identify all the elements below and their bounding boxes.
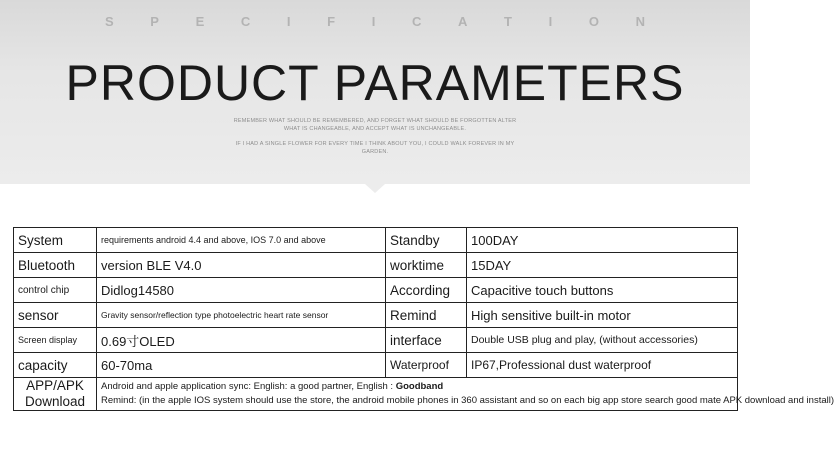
param-value: 0.69寸OLED — [97, 328, 386, 353]
param-value: Gravity sensor/reflection type photoelectric heart rate sensor — [97, 303, 386, 328]
table-row — [14, 253, 738, 278]
subtitle-line: WHAT IS CHANGEABLE, AND ACCEPT WHAT IS UNCHANGEABLE. — [283, 126, 467, 132]
param-label: interface — [386, 328, 467, 353]
table-row — [14, 278, 738, 303]
table-row — [14, 353, 738, 378]
param-label: control chip — [14, 278, 97, 303]
spec-letter: N — [635, 14, 645, 29]
param-label: Bluetooth — [14, 253, 97, 278]
app-remind-text: Remind: (in the apple IOS system should use the store, the android mobile phones in 360 assistant and so on each big app store search good mate APK download and install) — [101, 395, 834, 406]
param-value: 100DAY — [467, 228, 738, 253]
param-value: High sensitive built-in motor — [467, 303, 738, 328]
spec-letter: S — [105, 14, 114, 29]
app-sync-text: Android and apple application sync: English: a good partner, English : — [101, 381, 396, 392]
spec-letter: F — [327, 14, 336, 29]
table-row-app — [14, 378, 738, 411]
param-label: worktime — [386, 253, 467, 278]
subtitle-quote-1 — [220, 117, 530, 133]
param-label: sensor — [14, 303, 97, 328]
app-label-line: Download — [24, 394, 86, 409]
page-title: PRODUCT PARAMETERS — [65, 55, 685, 111]
param-value: IP67,Professional dust waterproof — [467, 353, 738, 378]
param-value: Didlog14580 — [97, 278, 386, 303]
spec-letter: T — [504, 14, 512, 29]
app-download-info — [97, 378, 834, 411]
param-value: Capacitive touch buttons — [467, 278, 738, 303]
spec-letter: E — [195, 14, 205, 29]
spec-letter: C — [411, 14, 422, 29]
header-notch — [365, 184, 385, 193]
subtitle-line: GARDEN. — [361, 149, 389, 155]
subtitle-line: IF I HAD A SINGLE FLOWER FOR EVERY TIME I THINK ABOUT YOU, I COULD WALK FOREVER IN MY — [235, 141, 515, 147]
spec-letter: I — [286, 14, 291, 29]
table-row — [14, 328, 738, 353]
param-label: Remind — [386, 303, 467, 328]
param-label: System — [14, 228, 97, 253]
subtitle-line: REMEMBER WHAT SHOULD BE REMEMBERED, AND FORGET WHAT SHOULD BE FORGOTTEN ALTER — [233, 118, 517, 124]
param-label: Screen display — [14, 328, 97, 353]
spec-letter: C — [240, 14, 251, 29]
header-band — [0, 0, 750, 184]
app-label-line: APP/APK — [26, 378, 84, 393]
table-row — [14, 303, 738, 328]
app-sync-line — [101, 380, 733, 394]
param-value: 15DAY — [467, 253, 738, 278]
param-label: According — [386, 278, 467, 303]
subtitle-quote-2 — [220, 140, 530, 156]
parameters-table — [13, 227, 834, 411]
spec-letter: I — [548, 14, 553, 29]
table-row — [14, 228, 738, 253]
spec-letter: P — [150, 14, 159, 29]
specification-letters — [105, 14, 645, 29]
param-label: capacity — [14, 353, 97, 378]
param-value: version BLE V4.0 — [97, 253, 386, 278]
param-label: Standby — [386, 228, 467, 253]
spec-letter: I — [371, 14, 376, 29]
spec-letter: A — [458, 14, 468, 29]
param-label: Waterproof — [386, 353, 467, 378]
param-value: Double USB plug and play, (without accessories) — [467, 328, 738, 353]
param-value: requirements android 4.4 and above, IOS 7.0 and above — [97, 228, 386, 253]
app-name-goodband: Goodband — [395, 381, 444, 392]
app-download-label — [14, 378, 97, 411]
spec-letter: O — [588, 14, 599, 29]
param-value: 60-70ma — [97, 353, 386, 378]
